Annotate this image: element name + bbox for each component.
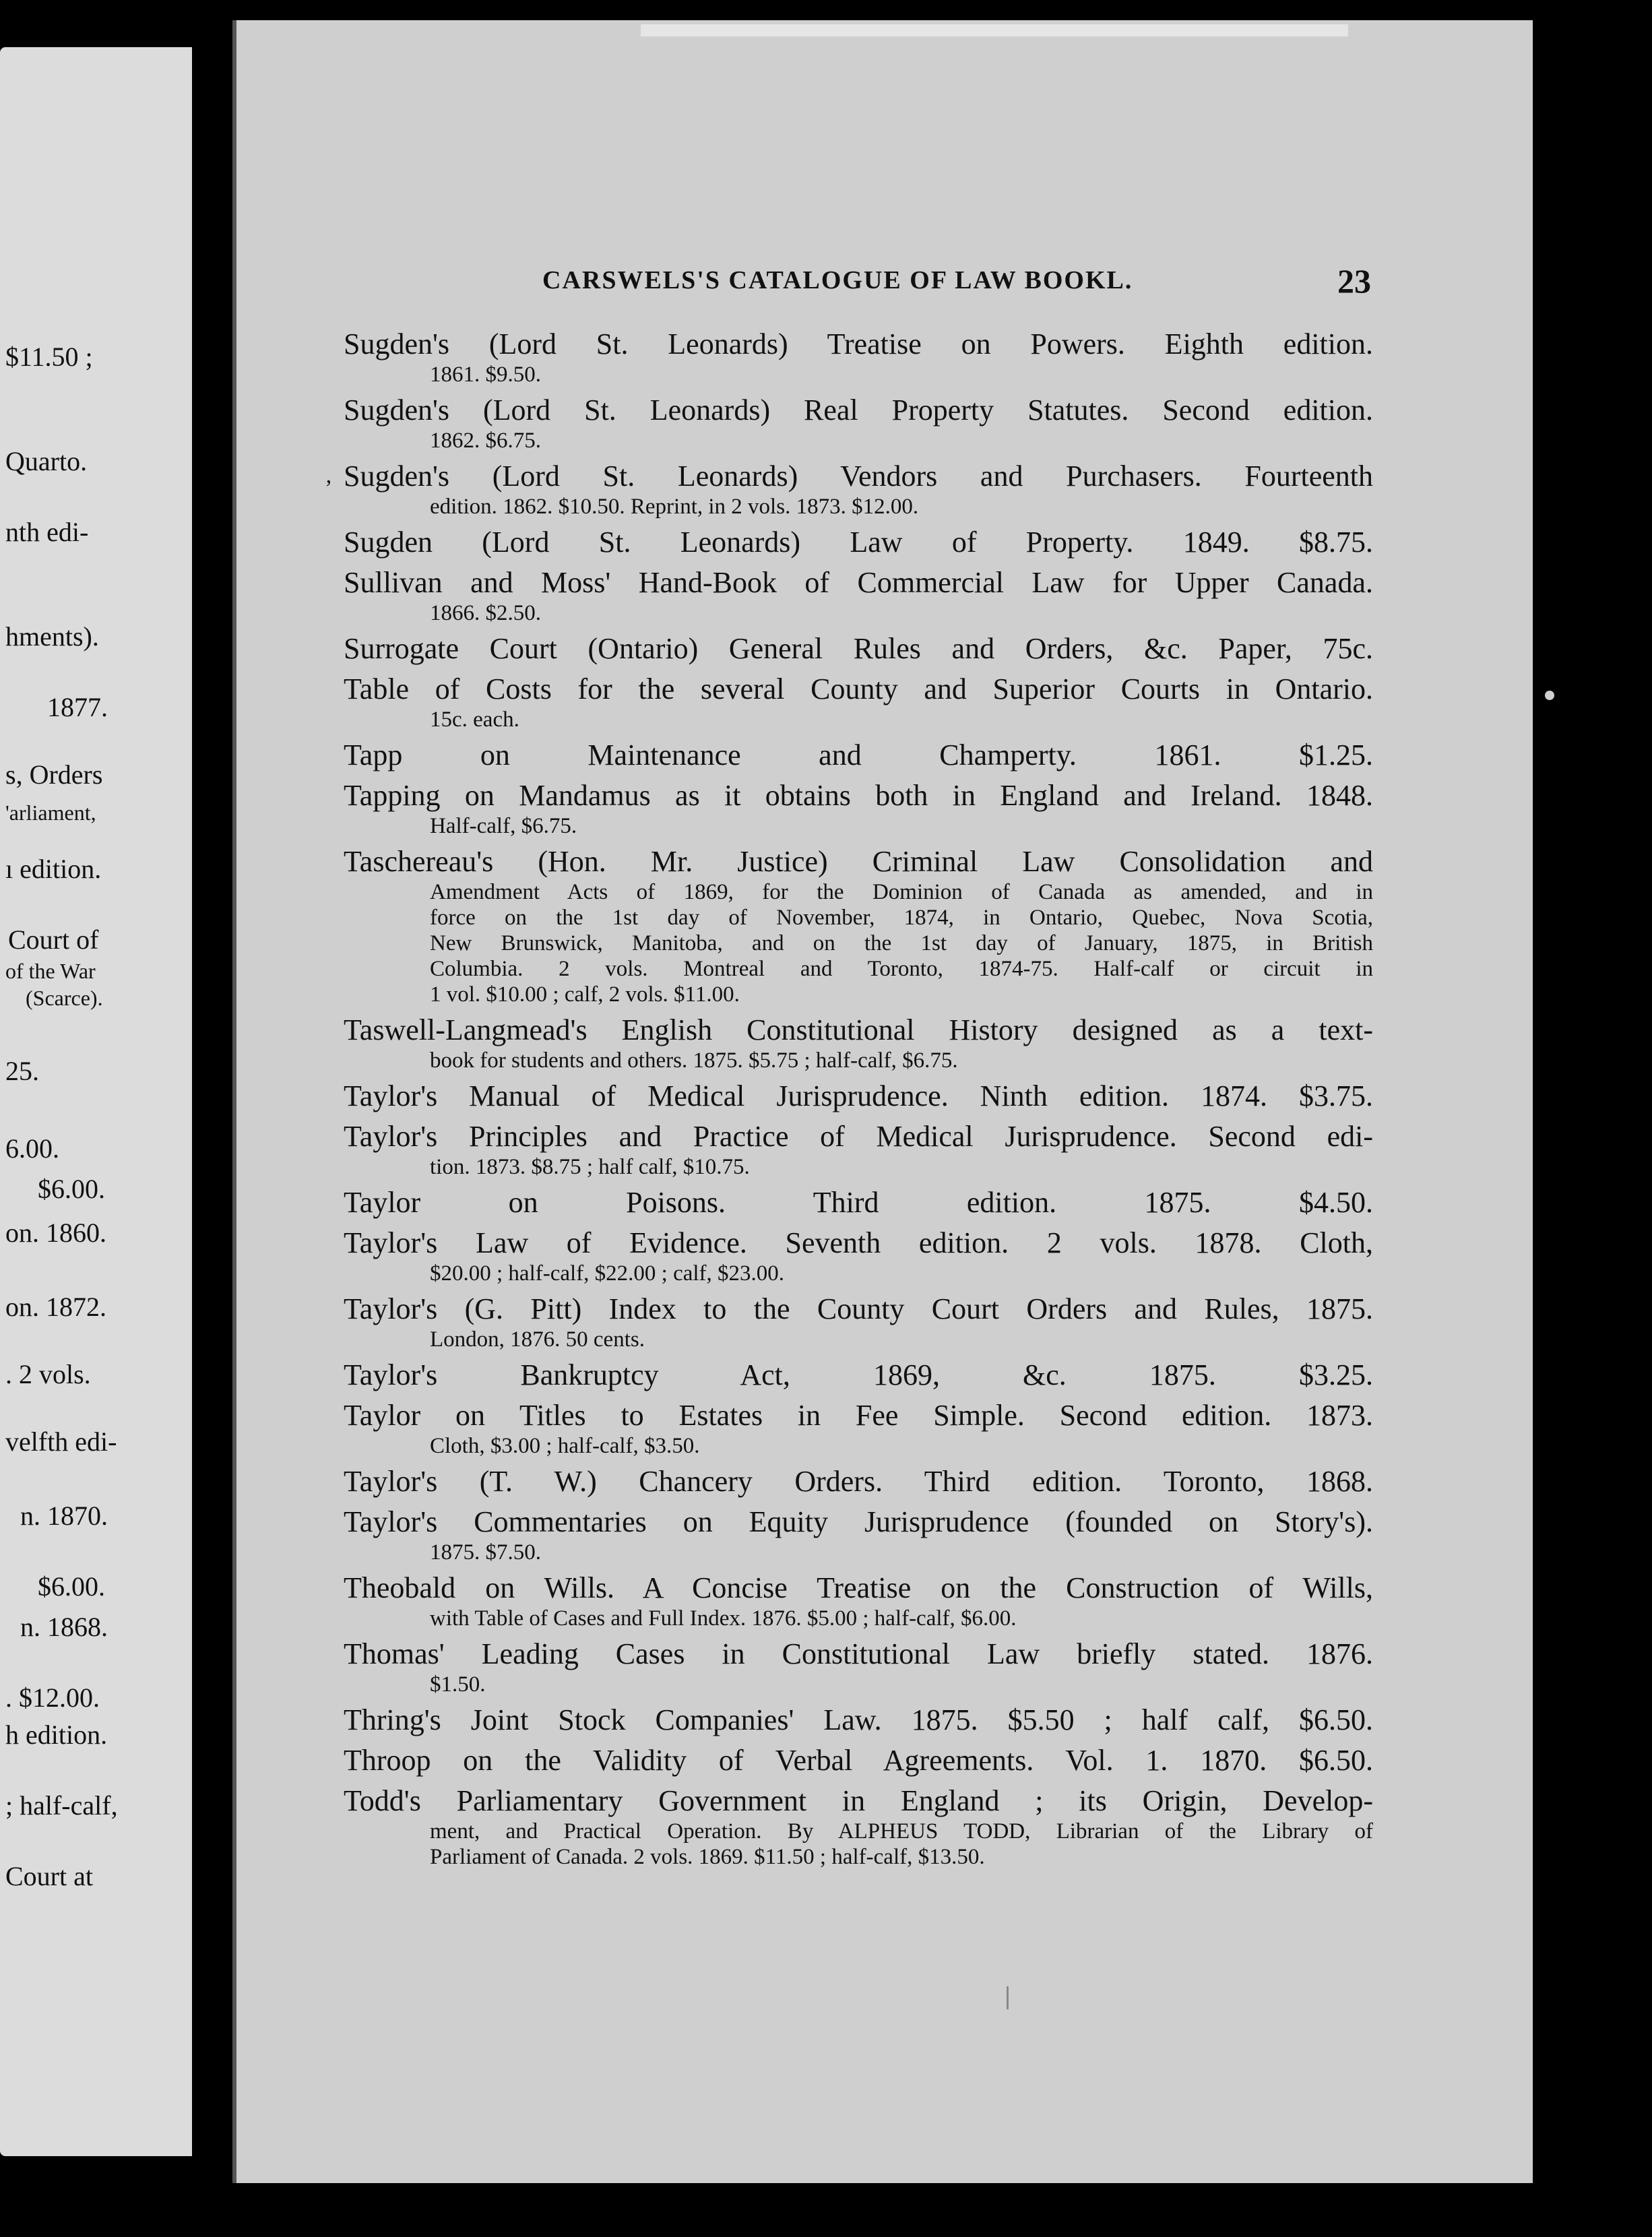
previous-page-fragment: on. 1872. [5, 1292, 106, 1322]
catalogue-entry [344, 565, 1373, 626]
previous-page-fragment: Court at [5, 1861, 93, 1891]
entry-title: Taylor on Poisons. Third edition. 1875. $4.50. [344, 1186, 1373, 1219]
catalogue-entry [344, 844, 1373, 1007]
entry-details: $20.00 ; half-calf, $22.00 ; calf, $23.00. [430, 1261, 785, 1286]
entry-details: Half-calf, $6.75. [430, 814, 577, 838]
entry-title: Surrogate Court (Ontario) General Rules and Orders, &c. Paper, 75c. [344, 632, 1373, 665]
catalogue-entry [344, 1079, 1373, 1114]
catalogue-entry [344, 327, 1373, 387]
catalogue-entry [344, 631, 1373, 666]
previous-page-fragment: ; half-calf, [5, 1790, 118, 1821]
previous-page-fragment: s, Orders [5, 759, 103, 790]
entry-details: London, 1876. 50 cents. [430, 1327, 645, 1352]
previous-page-fragment: 1877. [47, 692, 108, 722]
catalogue-entry [344, 738, 1373, 773]
catalogue-entry [344, 778, 1373, 839]
entry-title: Sugden (Lord St. Leonards) Law of Property. 1849. $8.75. [344, 526, 1373, 559]
catalogue-entry [344, 525, 1373, 560]
entry-title: Taylor's Principles and Practice of Medical Jurisprudence. Second edi- [344, 1120, 1373, 1153]
entry-title: Sugden's (Lord St. Leonards) Vendors and Purchasers. Fourteenth [344, 460, 1373, 493]
catalogue-entry [344, 1464, 1373, 1499]
previous-page-fragment: Quarto. [5, 446, 88, 476]
catalogue-entries [344, 327, 1373, 1875]
catalogue-entry [344, 1571, 1373, 1631]
entry-title: Taswell-Langmead's English Constitutional History designed as a text- [344, 1013, 1373, 1046]
previous-page-fragment: . 2 vols. [5, 1359, 91, 1389]
entry-details: 15c. each. [430, 707, 519, 732]
entry-title: Taylor's Law of Evidence. Seventh edition. 2 vols. 1878. Cloth, [344, 1226, 1373, 1259]
entry-title: Taylor's Commentaries on Equity Jurisprudence (founded on Story's). [344, 1505, 1373, 1538]
catalogue-entry [344, 1505, 1373, 1565]
catalogue-entry [344, 1743, 1373, 1778]
catalogue-entry [344, 1292, 1373, 1352]
previous-page-fragment: 'arliament, [5, 800, 96, 825]
entry-title: Taylor's (G. Pitt) Index to the County Court Orders and Rules, 1875. [344, 1292, 1373, 1325]
entry-title: Todd's Parliamentary Government in England ; its Origin, Develop- [344, 1784, 1373, 1817]
previous-page-fragment: 6.00. [5, 1133, 59, 1164]
entry-title: Taylor's Manual of Medical Jurisprudence. Ninth edition. 1874. $3.75. [344, 1079, 1373, 1112]
catalogue-entry [344, 1637, 1373, 1697]
entry-details: tion. 1873. $8.75 ; half calf, $10.75. [430, 1155, 750, 1179]
previous-page-fragment: nth edi- [5, 517, 89, 547]
entry-details: New Brunswick, Manitoba, and on the 1st day of January, 1875, in British [430, 931, 1373, 955]
entry-details: ment, and Practical Operation. By ALPHEUS TODD, Librarian of the Library of [430, 1819, 1373, 1844]
entry-title: Taylor's (T. W.) Chancery Orders. Third edition. Toronto, 1868. [344, 1465, 1373, 1498]
previous-page-fragment: $6.00. [38, 1571, 105, 1602]
entry-details: 1866. $2.50. [430, 601, 541, 625]
catalogue-entry [344, 1226, 1373, 1286]
entry-details: edition. 1862. $10.50. Reprint, in 2 vols. 1873. $12.00. [430, 495, 919, 519]
entry-title: Sugden's (Lord St. Leonards) Real Property Statutes. Second edition. [344, 393, 1373, 427]
margin-mark: ’ [325, 476, 333, 501]
catalogue-entry [344, 1358, 1373, 1393]
entry-title: Taylor's Bankruptcy Act, 1869, &c. 1875. $3.25. [344, 1358, 1373, 1391]
entry-details: with Table of Cases and Full Index. 1876. $5.00 ; half-calf, $6.00. [430, 1606, 1017, 1631]
entry-details: 1875. $7.50. [430, 1540, 541, 1565]
entry-details: 1862. $6.75. [430, 429, 541, 453]
entry-title: Sullivan and Moss' Hand-Book of Commercial Law for Upper Canada. [344, 566, 1373, 599]
running-title: CARSWELS'S CATALOGUE OF LAW BOOKL. [542, 266, 1133, 294]
previous-page-fragment: velfth edi- [5, 1426, 117, 1457]
previous-page-fragment: Court of [8, 924, 99, 955]
catalogue-entry [344, 1703, 1373, 1738]
page-number: 23 [1337, 262, 1371, 300]
entry-details: Amendment Acts of 1869, for the Dominion of Canada as amended, and in [430, 880, 1373, 904]
catalogue-entry [344, 1119, 1373, 1180]
entry-title: Sugden's (Lord St. Leonards) Treatise on Powers. Eighth edition. [344, 327, 1373, 360]
entry-details: Columbia. 2 vols. Montreal and Toronto, 1874-75. Half-calf or circuit in [430, 957, 1373, 981]
previous-page-fragment: ı edition. [5, 854, 102, 884]
previous-page-fragment: . $12.00. [5, 1682, 100, 1713]
catalogue-entry [344, 1784, 1373, 1870]
previous-page-fragment: $6.00. [38, 1174, 105, 1204]
catalogue-entry [344, 393, 1373, 453]
entry-details: force on the 1st day of November, 1874, in Ontario, Quebec, Nova Scotia, [430, 906, 1373, 930]
entry-title: Tapping on Mandamus as it obtains both in England and Ireland. 1848. [344, 779, 1373, 812]
previous-page-fragment: hments). [5, 621, 99, 652]
entry-details: Parliament of Canada. 2 vols. 1869. $11.50 ; half-calf, $13.50. [430, 1845, 985, 1869]
page-top-edge [641, 24, 1348, 36]
catalogue-entry [344, 1013, 1373, 1073]
catalogue-entry [344, 1185, 1373, 1220]
previous-page-fragment: n. 1868. [20, 1612, 108, 1642]
entry-title: Table of Costs for the several County and Superior Courts in Ontario. [344, 672, 1373, 705]
entry-title: Taschereau's (Hon. Mr. Justice) Criminal Law Consolidation and [344, 845, 1373, 878]
entry-title: Tapp on Maintenance and Champerty. 1861. $1.25. [344, 738, 1373, 771]
entry-details: $1.50. [430, 1672, 486, 1697]
book-gutter [192, 40, 232, 2197]
previous-page-fragment: $11.50 ; [5, 342, 93, 372]
scan-background-right [1533, 0, 1652, 2237]
entry-details: 1861. $9.50. [430, 363, 541, 387]
previous-page-fragment: 25. [5, 1056, 39, 1086]
scan-speck [1545, 691, 1554, 700]
previous-page-fragment: h edition. [5, 1720, 108, 1750]
previous-page-fragment: on. 1860. [5, 1218, 106, 1248]
entry-details: 1 vol. $10.00 ; calf, 2 vols. $11.00. [430, 982, 740, 1007]
catalogue-entry [344, 1398, 1373, 1459]
previous-page-fragment: of the War [5, 959, 96, 983]
previous-page-fragment: n. 1870. [20, 1501, 108, 1531]
entry-title: Thomas' Leading Cases in Constitutional Law briefly stated. 1876. [344, 1637, 1373, 1670]
entry-title: Throop on the Validity of Verbal Agreements. Vol. 1. 1870. $6.50. [344, 1744, 1373, 1777]
entry-title: Thring's Joint Stock Companies' Law. 1875. $5.50 ; half calf, $6.50. [344, 1703, 1373, 1736]
scan-mark [1007, 1986, 1009, 2009]
entry-title: Theobald on Wills. A Concise Treatise on the Construction of Wills, [344, 1571, 1373, 1604]
entry-details: book for students and others. 1875. $5.75 ; half-calf, $6.75. [430, 1048, 958, 1073]
entry-details: Cloth, $3.00 ; half-calf, $3.50. [430, 1434, 700, 1458]
entry-title: Taylor on Titles to Estates in Fee Simple. Second edition. 1873. [344, 1399, 1373, 1432]
catalogue-entry [344, 459, 1373, 519]
page-header [307, 261, 1371, 300]
catalogue-entry [344, 672, 1373, 732]
previous-page-fragment: (Scarce). [26, 986, 103, 1010]
